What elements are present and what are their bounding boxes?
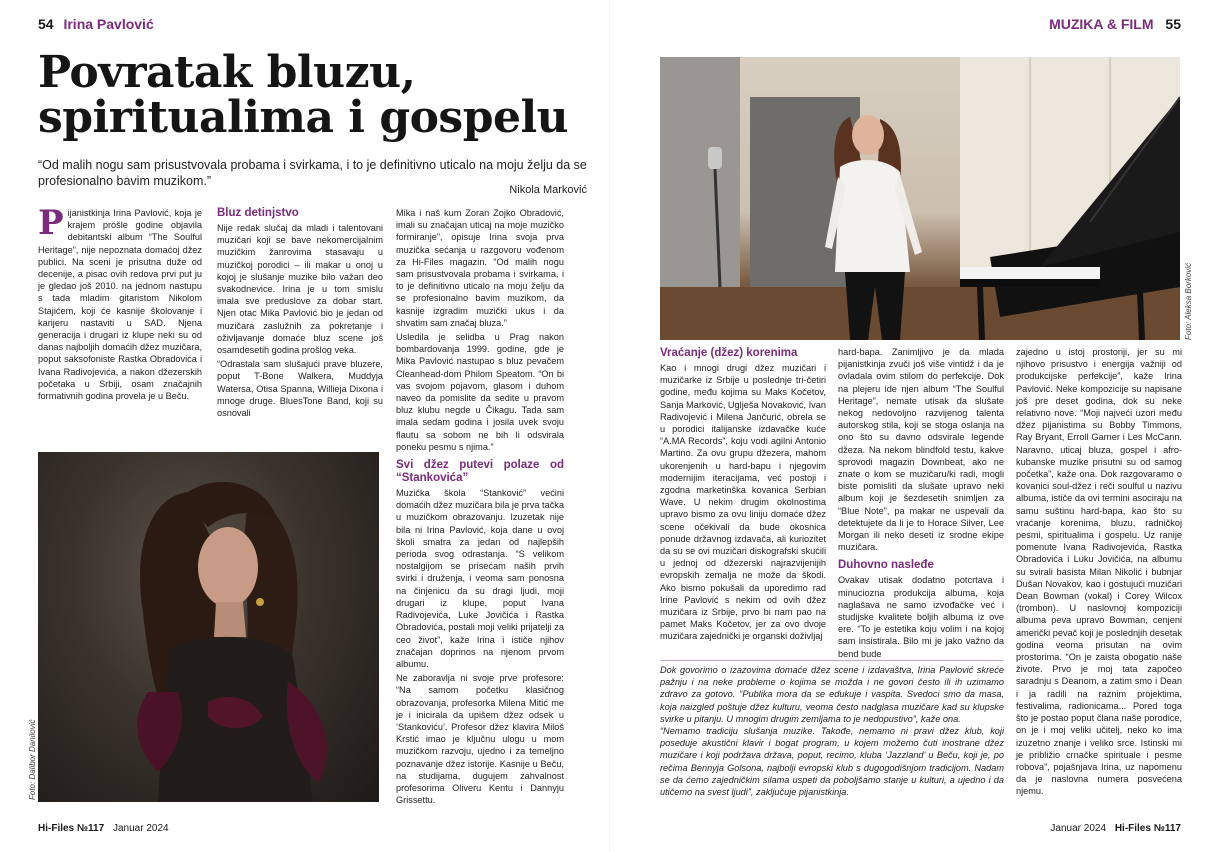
paragraph: Kao i mnogi drugi džez muzičari i muzičarke iz Srbije u poslednje tri-četiri godine, među kojima su Maks Kočetov, Sanja Marković, Uglješa Novaković, Ivan Radivojević i Milena Jančurić, obrela se u porodici italijanske izdavačke kuće “A.MA Records”, koju vodi agilni Antonio Martino. Za ovu grupu džezera, mahom ukorenjenih u hard-bapu i njegovim modernijim iteracijama, već postoji i zgodna marketinška kovanica Serbian Wave. U nekim drugim okolnostima upravo bismo za ovu liniju domaće džez scene očekivali da bude okosnica ponude državnog izdavača, ali kuriozitet da su se ovi muzičari diskografski skućili u jednoj od džezerski najrazvijenijih evropskih zemalja ne može da škodi. Ako bismo pokušali da uporedimo rad Irine Pavlović s nekim od ovih džez muzičara iz Srbije, prvo bi nam pao na pamet Maks Kočetov, jer za ovo dvoje muzičara zajednički je organski doživljaj bbox=[660, 363, 826, 642]
piano-illustration bbox=[660, 57, 1180, 340]
footer-magazine: Hi-Files №117 bbox=[1114, 823, 1181, 834]
footer-date: Januar 2024 bbox=[112, 823, 169, 834]
right-column-2 bbox=[838, 346, 1004, 662]
left-column-2 bbox=[217, 205, 383, 421]
paragraph: Nije redak slučaj da mladi i talentovani muzičari koji se bave nekomercijalnim muzičkim žanrovima stasavaju u muzičkoj porodici – ili makar u onoj u kojoj je slušanje muzike bilo važan deo svakodnevice. Irina je u tom smislu imala sve preduslove za dobar start. Njen otac Mika Pavlović bio je jedan od muzičara zaslužnih za pokretanje i oživljavanje domaće bluz scene još osamdesetih godina prošlog veka. bbox=[217, 223, 383, 356]
header-author: Irina Pavlović bbox=[63, 16, 154, 32]
piano-photo bbox=[660, 57, 1180, 340]
left-column-1 bbox=[38, 203, 202, 402]
intro-text: ijanistkinja Irina Pavlović, koja je krajem prošle godine objavila debitantski album “The Soulful Heritage”, nije nepoznata domaćoj džez publici. Na sceni je prisutna duže od decenije, a pisac ovih redova prvi put ju je gledao još 2010. na jednom nastupu s tada mladim gitaristom Nikolom Stajićem, koji će kasnije školovanje i karijeru nastaviti u SAD. Njena generacija i drugari iz klupe neki su od danas najboljih domaćih džez muzičara, poput saksofoniste Rastka Obradovića i Ivana Radivojevića, a nakon džezerskih početaka u Srbiji, osam značajnih formativnih godina provela je u Beču. bbox=[38, 208, 202, 402]
footer-right bbox=[1050, 823, 1181, 834]
paragraph: Muzička škola “Stanković” većini domaćih džez muzičara bila je prva tačka u muzičkom obrazovanju. Izuzetak nije bila ni Irina Pavlović, koja dane u ovoj školi smatra za jedan od najlepših perioda svog odrastanja. “S velikom nostalgijom se prisećam naših prvih svirki i druženja, i veoma sam ponosna na činjenicu da su dragi ljudi, moji drugari iz klupe, poput Ivana Radivojevića, Luke Jovičića i Rastka Obradovića, postali moji veliki prijatelji za ceo život”, kaže Irina i ističe njihov značajan doprinos na njenom prvom albumu. bbox=[396, 488, 565, 669]
page-number-left: 54 bbox=[38, 16, 54, 32]
paragraph: Mika i naš kum Zoran Zojko Obradović, imali su značajan uticaj na moje muzičko formiranje”, opisuje Irina svoja prva muzička sećanja u razgovoru vođenom za Hi-Files magazin. “Od malih nogu sam prisustvovala probama i svirkama, i to je definitivno uticalo na moju želju da se profesionalno bavim muzikom, da kasnije izgradim muzički ukus i da shvatim sam značaj bluza.” bbox=[396, 208, 564, 328]
photo-credit-left: Foto: Dalibor Danilović bbox=[28, 719, 37, 800]
paragraph: “Nemamo tradiciju slušanja muzike. Takođe, nemamo ni pravi džez klub, koji poseduje akustični klavir i bogat program, u kojem možemo čuti inostrane džez muzičare i koji podržava država, poput, recimo, kluba ‘Jazzland’ u Beču, koji je, po rečima Bennyja Golsona, najbolji evropski klub s dugogodišnjom tradicijom. Nadam se da ćemo zajedničkim silama uspeti da poboljšamo stanje u kulturi, a ujedno i da utičemo na svest ljudi”, zaključuje pijanistkinja. bbox=[660, 726, 1004, 798]
left-page-header bbox=[38, 16, 154, 32]
paragraph: zajedno u istoj prostoriji, jer su mi njihovo prisustvo i energija važniji od produkcijske perfekcije”, kaže Irina Pavlović. Neke kompozicije su napisane još pre deset godina, dok su neke relativno nove. “Moji najveći uzori među džez pijanistima su Bobby Timmons, Ray Bryant, Erroll Garner i Les McCann. Naravno, uticaj bluza, gospel i afro-kubanske muzike prisutni su od samog početka”, kaže ona. Dok razgovaramo o kovanici soul-džez i reči soulful u nazivu albuma, ističe da ovi termini asociraju na samu suštinu hard-bapa, kao što su vraćanje korenima, bluzu, radničkoj pesmi, spiritualima i gospelu. Uz ranije pomenute Ivana Radivojevića, Rastka Obradovića i Luku Jovičića, na albumu su svirali basista Milan Nikolić i bubnjar Dušan Novakov, kao i gostujući muzičari Dean Bowman (vokal) i Corey Wilcox (trombon). U naslovnoj kompoziciji albuma peva upravo Bowman, cenjeni američki pevač koji je poslednjih desetak godina veoma prisutan na ovim prostorima. “On je zaista obogatio naše živote. Prvo je moj tata započeo saradnju s Deanom, a zatim smo i Dean i ja radili na raznim projektima, festivalima, radionicama... Pored toga što je postao poput člana naše porodice, on je i moj veliki učitelj, neko ko ima izuzetno znanje i veliko srce. Istinski mi je približio crnačke spirituale i pesme robova”, pojašnjava Irina, uz napomenu da je naslovna numera posvećena njemu. bbox=[1016, 347, 1182, 797]
section-label: MUZIKA & FILM bbox=[1049, 16, 1154, 32]
subtitle-vracanje-korenima: Vraćanje (džez) korenima bbox=[660, 347, 798, 359]
paragraph: “Odrastala sam slušajući prave bluzere, poput T-Bone Walkera, Muddyja Watersa, Otisa Spanna, Willieja Dixona i mnoge druge. BluesTone Band, koji su osnovali bbox=[217, 359, 383, 419]
article-title: Povratak bluzu, spiritualima i gospelu bbox=[38, 47, 569, 143]
photo-credit-right: Foto: Aleksa Borković bbox=[1184, 262, 1193, 340]
right-column-1 bbox=[660, 345, 826, 645]
article-author: Nikola Marković bbox=[509, 184, 587, 196]
subtitle-bluz-detinjstvo: Bluz detinjstvo bbox=[217, 207, 299, 219]
subtitle-stankovic: Svi džez putevi polaze od “Stankovića” bbox=[396, 459, 564, 485]
drop-cap: P bbox=[38, 203, 64, 243]
footer-magazine: Hi-Files №117 bbox=[38, 823, 105, 834]
left-column-3 bbox=[396, 207, 564, 808]
paragraph: hard-bapa. Zanimljivo je da mlada pijanistkinja zvuči još više vintidž i da je ovladala ovim stilom do perfekcije. Dok na plejeru ide njen album “The Soulful Heritage”, nemate utisak da slušate nekog nedovoljno razvijenog talenta autorskog stila, koji se stoga oslanja na ono što su davno odsvirale legende džeza. Na nekom blindfold testu, kakve sprovodi magazin Downbeat, ako ne znate o kom se muzičaru/ki radi, mogli biste pomisliti da slušate upravo neki album koji je šezdesetih snimljen za “Blue Note”, pa makar ne uspevali da detektujete da li je to Horace Silver, Lee Morgan ili neko deseti iz srodne ekipe muzičara. bbox=[838, 347, 1004, 553]
article-lead: “Od malih nogu sam prisustvovala probama i svirkama, i to je definitivno uticalo na moju želju da se profesionalno bavim muzikom.” bbox=[38, 158, 587, 188]
paragraph: Dok govorimo o izazovima domaće džez scene i izdavaštva, Irina Pavlović skreće pažnju i na neke probleme o kojima se možda i ne govori često ili ih uzimamo zdravo za gotovo. “Publika mora da se edukuje i vaspita. Svedoci smo da masa, koja naizgled poštuje džez kulturu, veoma često nadglasa muzičare kad su klupske svirke u pitanju. U mnogim drugim zemljama to je nedopustivo”, kaže ona. bbox=[660, 665, 1004, 724]
left-page bbox=[0, 0, 609, 852]
paragraph: Usledila je selidba u Prag nakon bombardovanja 1999. godine, gde je Mika Pavlović nastupao s bluz pevačem Cleanhead-dom Philom Speatom. “On bi vas svojom pojavom, glasom i duhom naveo da pomislite da sedite u pravom bluz klubu negde u Čikagu. Tada sam imala sedam godina i josila uvek svoju flautu sa sobom ne bih li odsvirala poneku pesmu s njima.” bbox=[396, 332, 564, 452]
page-number-right: 55 bbox=[1165, 16, 1181, 32]
right-column-3 bbox=[1016, 346, 1182, 800]
closing-quote-box bbox=[660, 660, 1004, 798]
paragraph: Ovakav utisak dodatno potcrtava i minuciozna produkcija albuma, koja naglašava ne samo izvođačke već i studijske kvalitete boljih albuma iz ove ere. “To je estetika koju volim i na kojoj sam insistirala. Bilo mi je jako važno da bend bude bbox=[838, 575, 1004, 659]
portrait-photo bbox=[38, 452, 379, 802]
footer-date: Januar 2024 bbox=[1050, 823, 1107, 834]
footer-left bbox=[38, 823, 169, 834]
portrait-illustration bbox=[38, 452, 379, 802]
right-page-header bbox=[1049, 16, 1181, 32]
subtitle-duhovno-nasledje: Duhovno nasleđe bbox=[838, 559, 934, 572]
paragraph: Ne zaboravlja ni svoje prve profesore: “Na samom početku klasičnog obrazovanja, profesorka Milena Mitić me je i inicirala da upišem džez odsek u ‘Stankoviću’. Profesor džez klavira Miloš Krstić imao je ključnu ulogu u mom muzičkom razvoju, ujedno i za temeljno poznavanje džez istorije. Kasnije u Beču, na studijama, dugujem zahvalnost profesorima Oliveru Kentu i Dannyju Grissettu. bbox=[396, 673, 564, 806]
